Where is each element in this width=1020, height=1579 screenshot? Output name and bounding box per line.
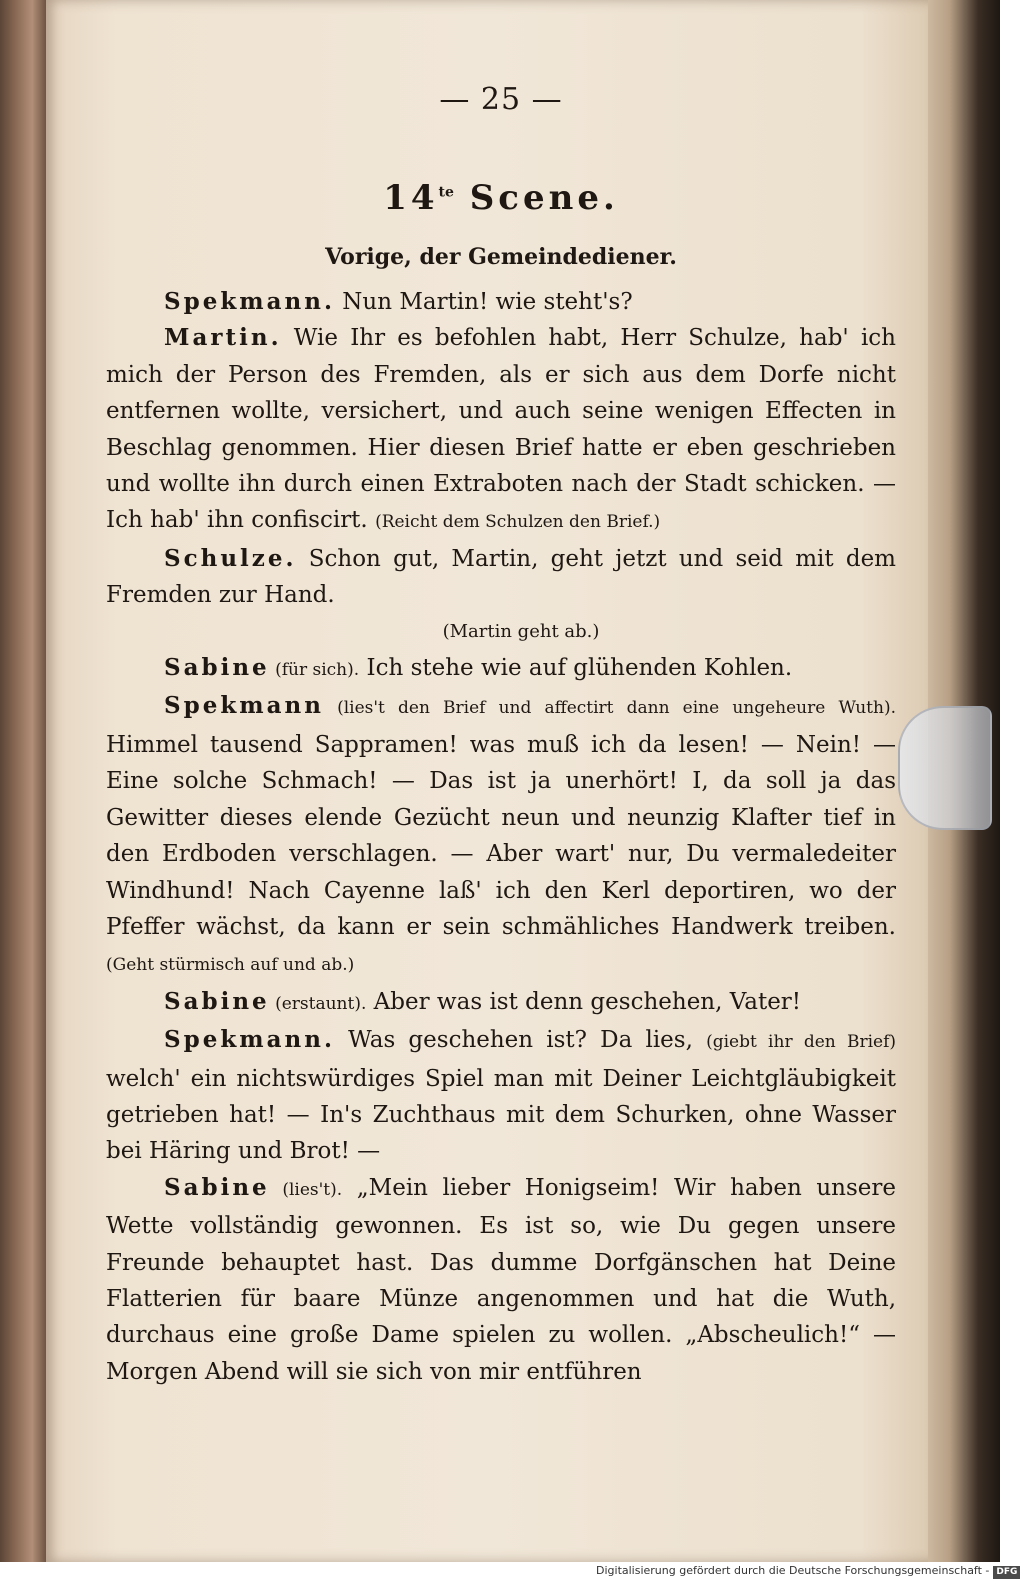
left-page-edges: [0, 0, 46, 1562]
scene-number-suffix: te: [438, 184, 454, 201]
page-clip: [898, 706, 992, 830]
speech: „Mein lieber Honigseim! Wir haben unsere Wette vollständig gewonnen. Es ist so, wie Du gegen unsere Freunde behauptet hast. Das dumme Dorfgänschen hat Deine Flatterien für baare Münze angenommen und hat die Wuth, durchaus eine große Dame spielen zu wollen. „Abscheulich!“ — Morgen Abend will sie sich von mir entführen: [106, 1174, 896, 1385]
stage-direction: (Geht stürmisch auf und ab.): [106, 955, 355, 976]
digitization-credit: [596, 1563, 1020, 1579]
speaker-name: Schulze.: [164, 544, 297, 572]
scene-heading: [106, 178, 896, 218]
stage-direction: (lies't).: [269, 1179, 343, 1200]
speaker-name: Martin.: [164, 324, 282, 352]
scene-number: 14: [383, 178, 439, 218]
stage-direction: (Reicht dem Schulzen den Brief.): [375, 512, 661, 533]
stage-direction: (giebt ihr den Brief): [706, 1032, 897, 1053]
paragraph: [106, 688, 896, 983]
speech: Aber was ist denn geschehen, Vater!: [366, 988, 802, 1015]
stage-direction: (für sich).: [269, 660, 360, 681]
paragraph: [106, 1022, 896, 1170]
stage-direction-line: (Martin geht ab.): [442, 620, 600, 642]
scene-word: Scene.: [469, 178, 619, 218]
speech: Himmel tausend Sappramen! was muß ich da lesen! — Nein! — Eine solche Schmach! — Das ist ja unerhört! I, da soll ja das Gewitter dieses elende Gezücht neun und neunzig Klafter tief in den Erdboden verschlagen. — Aber wart' nur, Du vermaledeiter Windhund! Nach Cayenne laß' ich den Kerl deportiren, wo der Pfeffer wächst, da kann er sein schmähliches Handwerk treiben.: [106, 731, 896, 940]
speech: Was geschehen ist? Da lies,: [334, 1027, 707, 1054]
speaker-name: Sabine: [164, 987, 270, 1015]
speech: welch' ein nichtswürdiges Spiel man mit Deiner Leichtgläubigkeit getrieben hat! — In's Zuchthaus mit dem Schurken, ohne Wasser bei Häring und Brot! —: [106, 1065, 896, 1165]
speaker-name: Spekmann.: [164, 288, 335, 315]
stage-direction: (erstaunt).: [269, 993, 367, 1014]
paragraph: [106, 284, 896, 320]
speaker-name: Spekmann: [164, 692, 324, 720]
book-page: [46, 0, 932, 1562]
speaker-name: Sabine: [164, 654, 270, 682]
paragraph: [106, 984, 896, 1022]
stage-direction: (lies't den Brief und affectirt dann eine ungeheure Wuth).: [323, 698, 896, 719]
paragraph: [106, 1170, 896, 1390]
persons-line: Vorige, der Gemeindediener.: [325, 244, 677, 270]
page-number: — 25 —: [439, 82, 563, 117]
speech: Ich stehe wie auf glühenden Kohlen.: [359, 655, 793, 682]
speaker-name: Spekmann.: [164, 1026, 335, 1054]
speech: Wie Ihr es befohlen habt, Herr Schulze, hab' ich mich der Person des Fremden, als er sich aus dem Dorfe nicht entfernen wollte, versichert, und auch seine wenigen Effecten in Beschlag genommen. Hier diesen Brief hatte er eben geschrieben und wollte ihn durch einen Extraboten nach der Stadt schicken. — Ich hab' ihn confiscirt.: [106, 325, 896, 534]
speech: Schon gut, Martin, geht jetzt und seid mit dem Fremden zur Hand.: [106, 545, 896, 609]
paragraph: [106, 320, 896, 540]
speaker-name: Sabine: [164, 1173, 270, 1201]
dialogue-text: [106, 284, 896, 1390]
dfg-logo: DFG: [993, 1566, 1020, 1579]
speech: Nun Martin! wie steht's?: [334, 289, 633, 315]
paragraph: [106, 541, 896, 614]
paragraph: [106, 650, 896, 688]
credit-text: Digitalisierung gefördert durch die Deutsche Forschungsgemeinschaft -: [596, 1564, 990, 1577]
